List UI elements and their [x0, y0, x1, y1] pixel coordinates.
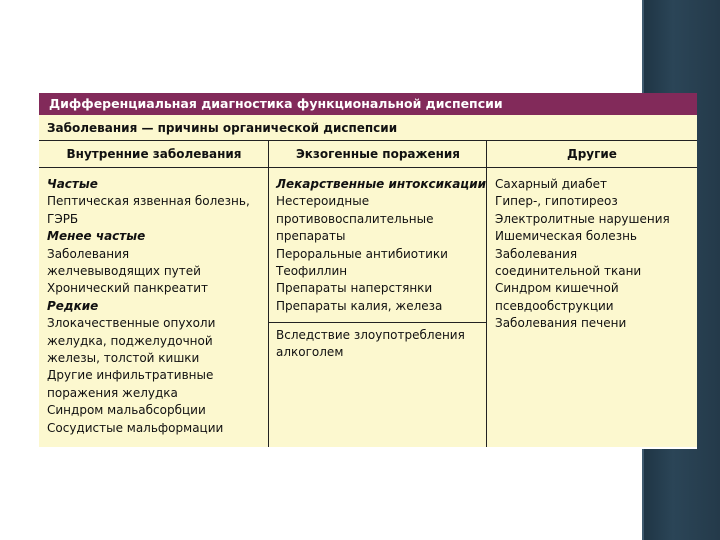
column-exogenous-drugs	[276, 176, 486, 315]
table-cell-line: Гипер-, гипотиреоз	[495, 194, 618, 209]
table-cell-line: Сахарный диабет	[495, 177, 607, 191]
table-cell-line: противовоспалительные	[276, 211, 434, 226]
table-cell-line: Препараты наперстянки	[276, 281, 433, 296]
category-heading: Редкие	[47, 298, 99, 313]
table-title: Дифференциальная диагностика функциональной диспепсии	[39, 93, 697, 115]
table-cell-line: Заболевания	[495, 246, 578, 261]
exogenous-divider	[268, 322, 487, 323]
table-cell-line: железы, толстой кишки	[47, 351, 200, 366]
table-cell-line: алкоголем	[276, 345, 344, 360]
category-heading: Менее частые	[47, 229, 146, 244]
category-heading: Частые	[47, 177, 98, 191]
column-header-other: Другие	[487, 141, 697, 168]
table-cell-line: Теофиллин	[276, 264, 348, 279]
table-cell-line: Электролитные нарушения	[495, 211, 670, 226]
table-cell-line: псевдообструкции	[495, 298, 614, 313]
table-cell-line: соединительной ткани	[495, 264, 642, 279]
table-cell-line: Синдром кишечной	[495, 281, 619, 296]
table-cell-line: Другие инфильтративные	[47, 368, 214, 383]
diagnosis-table	[39, 93, 697, 449]
column-exogenous-alcohol	[276, 327, 465, 362]
column-other	[495, 176, 670, 333]
table-cell-line: Пероральные антибиотики	[276, 246, 448, 261]
category-heading: Лекарственные интоксикации	[276, 177, 487, 191]
column-divider	[268, 141, 269, 447]
table-cell-line: ГЭРБ	[47, 211, 79, 226]
column-header-internal: Внутренние заболевания	[39, 141, 269, 168]
column-internal	[47, 176, 250, 437]
table-cell-line: Хронический панкреатит	[47, 281, 208, 296]
table-cell-line: Нестероидные	[276, 194, 370, 209]
table-cell-line: Заболевания	[47, 246, 130, 261]
table-cell-line: препараты	[276, 229, 346, 244]
table-cell-line: Заболевания печени	[495, 316, 627, 331]
table-cell-line: Препараты калия, железа	[276, 298, 443, 313]
column-divider	[486, 141, 487, 447]
table-cell-line: Злокачественные опухоли	[47, 316, 216, 331]
table-cell-line: Синдром мальабсорбции	[47, 403, 206, 418]
table-cell-line: поражения желудка	[47, 385, 178, 400]
table-cell-line: Вследствие злоупотребления	[276, 328, 465, 342]
table-subtitle: Заболевания — причины органической диспепсии	[39, 115, 697, 141]
table-cell-line: желудка, поджелудочной	[47, 333, 213, 348]
table-cell-line: Ишемическая болезнь	[495, 229, 637, 244]
table-cell-line: Пептическая язвенная болезнь,	[47, 194, 250, 209]
column-header-exogenous: Экзогенные поражения	[269, 141, 487, 168]
table-cell-line: желчевыводящих путей	[47, 264, 201, 279]
table-cell-line: Сосудистые мальформации	[47, 420, 224, 435]
